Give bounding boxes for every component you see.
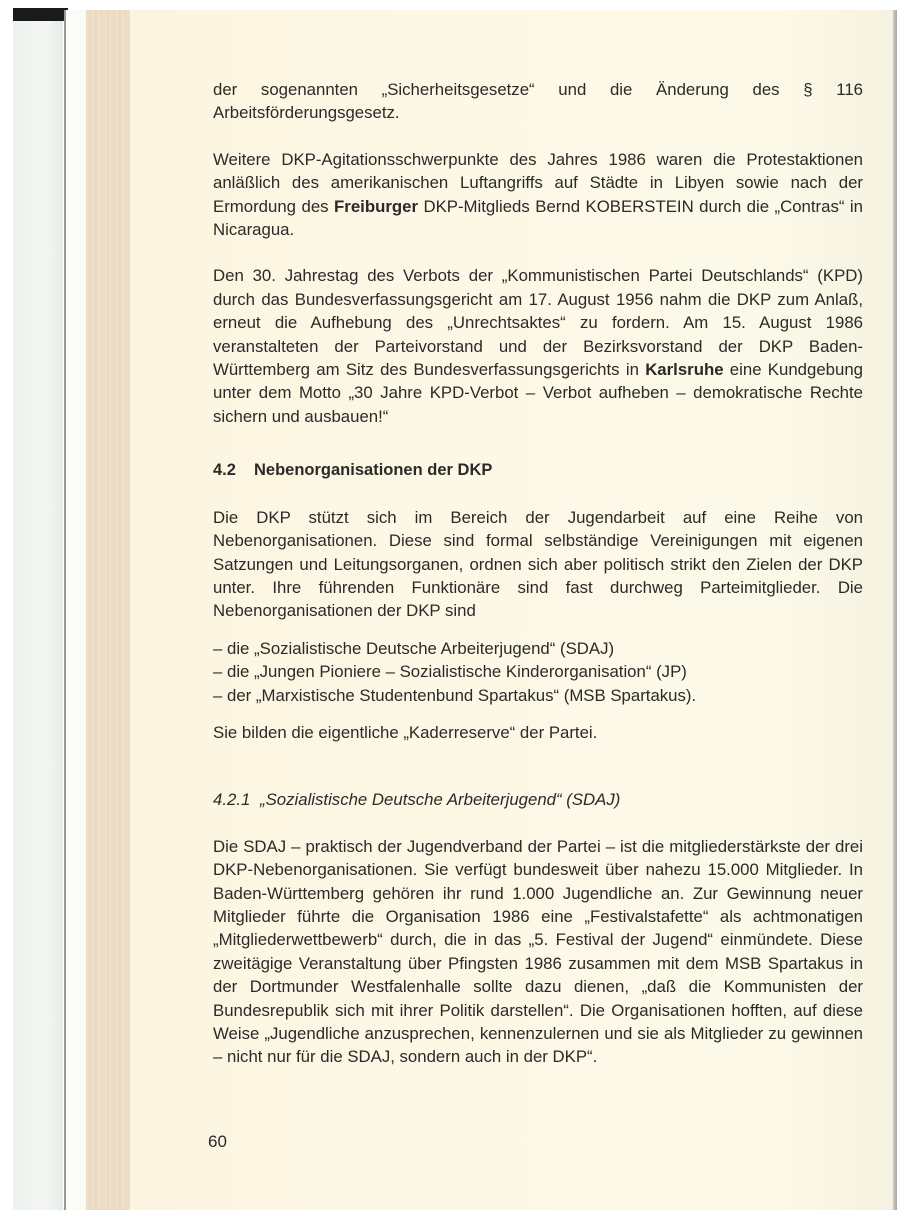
section-title: Nebenorganisationen der DKP — [254, 461, 493, 480]
page-right-edge — [893, 10, 897, 1210]
page-gutter — [86, 10, 130, 1210]
paragraph-agitation — [213, 148, 863, 242]
paragraph-kpd-anniversary — [213, 264, 863, 428]
paragraph-sdaj: Die SDAJ – praktisch der Jugendverband der Partei – ist die mitgliederstärkste der drei DKP-Nebenorganisationen. Sie verfügt bundesweit über nahezu 15.000 Mitglieder. In Baden-Württemberg gehören ihr rund 1.000 Jugendliche an. Zur Gewinnung neuer Mitglieder führte die Organisation 1986 eine „Festivalstafette“ als achtmonatigen „Mitgliederwettbewerb“ durch, die in das „5. Festival der Jugend“ einmündete. Diese zweitägige Veranstaltung über Pfingsten 1986 zusammen mit dem MSB Spartakus in der Dortmunder Westfalenhalle sollte dazu dienen, „daß die Kommunisten der Bundesrepublik sich mit ihrer Politik darstellen“. Die Organisationen hofften, auf diese Weise „Jugendliche anzusprechen, kennenzulernen und sie als Mitglieder zu gewinnen – nicht nur für die SDAJ, sondern auch in der DKP“. — [213, 836, 863, 1067]
scan-dark-edge — [13, 8, 68, 21]
list-item: – die „Sozialistische Deutsche Arbeiterjugend“ (SDAJ) — [213, 638, 615, 658]
section-title: „Sozialistische Deutsche Arbeiterjugend“ (SDAJ) — [260, 790, 621, 810]
facing-page-edge — [13, 10, 63, 1210]
text-run: Den 30. Jahrestag des Verbots der „Kommunistischen Partei Deutschlands“ (KPD) durch das Bundesverfassungsgericht am 17. August 1956 nahm die DKP zum Anlaß, erneut die Aufhebung des „Unrechtsaktes“ zu fordern. Am 15. August 1986 veranstalteten der Parteivorstand und der Bezirksvorstand der DKP Baden-Württemberg am Sitz des Bundesverfassungsgerichts in — [213, 266, 863, 380]
text-run: DKP-Mitglieds Bernd KOBERSTEIN durch die „Contras“ in Nicaragua. — [213, 196, 863, 240]
section-heading-4-2-1 — [213, 788, 863, 811]
list-item: – die „Jungen Pioniere – Sozialistische Kinderorganisation“ (JP) — [213, 662, 687, 682]
page-number: 60 — [208, 1132, 227, 1151]
paragraph-continuation: der sogenannten „Sicherheitsgesetze“ und die Änderung des § 116 Arbeitsförderungsgesetz. — [213, 80, 863, 123]
paragraph-kaderreserve: Sie bilden die eigentliche „Kaderreserve“ der Partei. — [213, 722, 598, 742]
section-heading-4-2 — [213, 459, 863, 482]
paragraph-nebenorganisationen: Die DKP stützt sich im Bereich der Jugendarbeit auf eine Reihe von Nebenorganisationen. Diese sind formal selbständige Vereinigungen mit eigenen Satzungen und Leitungsorganen, ordnen sich aber politisch strikt den Zielen der DKP unter. Ihre führenden Funktionäre sind fast durchweg Parteimitglieder. Die Nebenorganisationen der DKP sind — [213, 507, 863, 621]
list-item: – der „Marxistische Studentenbund Spartakus“ (MSB Spartakus). — [213, 685, 697, 705]
page-content — [213, 78, 863, 1069]
text-run: Weitere DKP-Agitationsschwerpunkte des Jahres 1986 waren die Protestaktionen anläßlich des amerikanischen Luftangriffs auf Städte in Libyen sowie nach der Ermordung des — [213, 149, 863, 216]
organisation-list — [213, 637, 863, 707]
bold-place-name: Freiburger — [334, 196, 418, 216]
section-number: 4.2.1 — [213, 790, 251, 810]
text-run: eine Kundgebung unter dem Motto „30 Jahre KPD-Verbot – Verbot aufheben – demokratische Rechte sichern und ausbauen!“ — [213, 360, 863, 426]
bold-place-name: Karlsruhe — [645, 360, 724, 380]
binding-gap — [66, 10, 86, 1210]
section-number: 4.2 — [213, 461, 236, 480]
